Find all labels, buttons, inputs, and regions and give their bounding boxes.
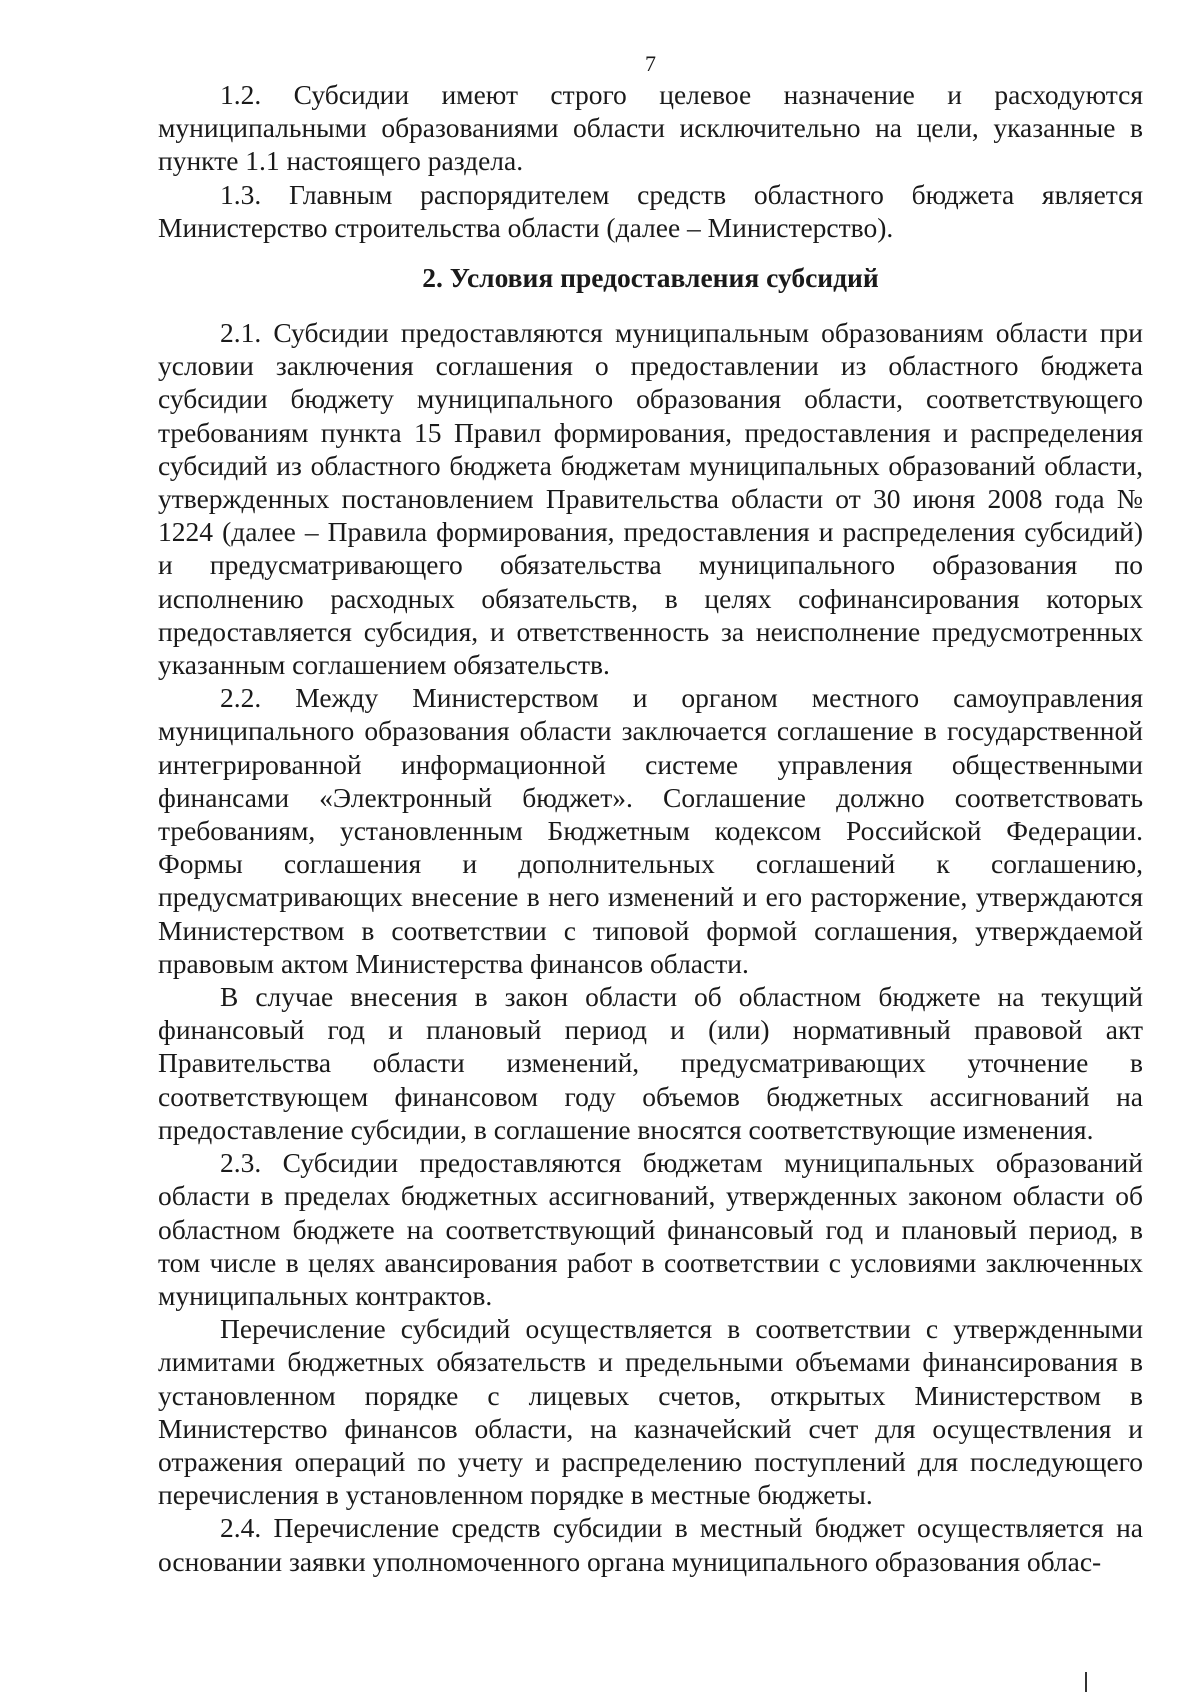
paragraph-1-2: 1.2. Субсидии имеют строго целевое назначение и расходуются муниципальными образованиями области исключительно на цели, указанные в пункте 1.1 настоящего раздела. [158,79,1143,177]
paragraph-2-1: 2.1. Субсидии предоставляются муниципальным образованиям области при условии заключения соглашения о предоставлении из областного бюджета субсидии бюджету муниципального образования области, соответствующего требованиям пункта 15 Правил формирования, предоставления и распределения субсидий из областного бюджета бюджетам муниципальных образований области, утвержденных постановлением Правительства области от 30 июня 2008 года № 1224 (далее – Правила формирования, предоставления и распределения субсидий) и предусматривающего обязательства муниципального образования по исполнению расходных обязательств, в целях софинансирования которых предоставляется субсидия, и ответственность за неисполнение предусмотренных указанным соглашением обязательств. [158,317,1143,681]
paragraph-1-3: 1.3. Главным распорядителем средств областного бюджета является Министерство строительства области (далее – Министерство). [158,178,1143,243]
document-body [158,78,1143,1578]
paragraph-2-3: 2.3. Субсидии предоставляются бюджетам муниципальных образований области в пределах бюджетных ассигнований, утвержденных законом области об областном бюджете на соответствующий финансовый год и плановый период, в том числе в целях авансирования работ в соответствии с условиями заключенных муниципальных контрактов. [158,1147,1143,1311]
scan-artifact-mark [1085,1672,1087,1692]
paragraph-2-2-continued: В случае внесения в закон области об областном бюджете на текущий финансовый год и плановый период и (или) нормативный правовой акт Правительства области изменений, предусматривающих уточнение в соответствующем финансовом году объемов бюджетных ассигнований на предоставление субсидии, в соглашение вносятся соответствующие изменения. [158,981,1143,1145]
paragraph-2-2: 2.2. Между Министерством и органом местного самоуправления муниципального образования области заключается соглашение в государственной интегрированной информационной системе управления общественными финансами «Электронный бюджет». Соглашение должно соответствовать требованиям, установленным Бюджетным кодексом Российской Федерации. Формы соглашения и дополнительных соглашений к соглашению, предусматривающих внесение в него изменений и его расторжение, утверждаются Министерством в соответствии с типовой формой соглашения, утверждаемой правовым актом Министерства финансов области. [158,682,1143,979]
page-number: 7 [645,51,656,76]
section-heading: 2. Условия предоставления субсидий [422,262,879,294]
paragraph-2-4: 2.4. Перечисление средств субсидии в местный бюджет осуществляется на основании заявки уполномоченного органа муниципального образования облас- [158,1512,1143,1577]
paragraph-2-3-continued: Перечисление субсидий осуществляется в соответствии с утвержденными лимитами бюджетных обязательств и предельными объемами финансирования в установленном порядке с лицевых счетов, открытых Министерством в Министерство финансов области, на казначейский счет для осуществления и отражения операций по учету и распределению поступлений для последующего перечисления в установленном порядке в местные бюджеты. [158,1313,1143,1511]
